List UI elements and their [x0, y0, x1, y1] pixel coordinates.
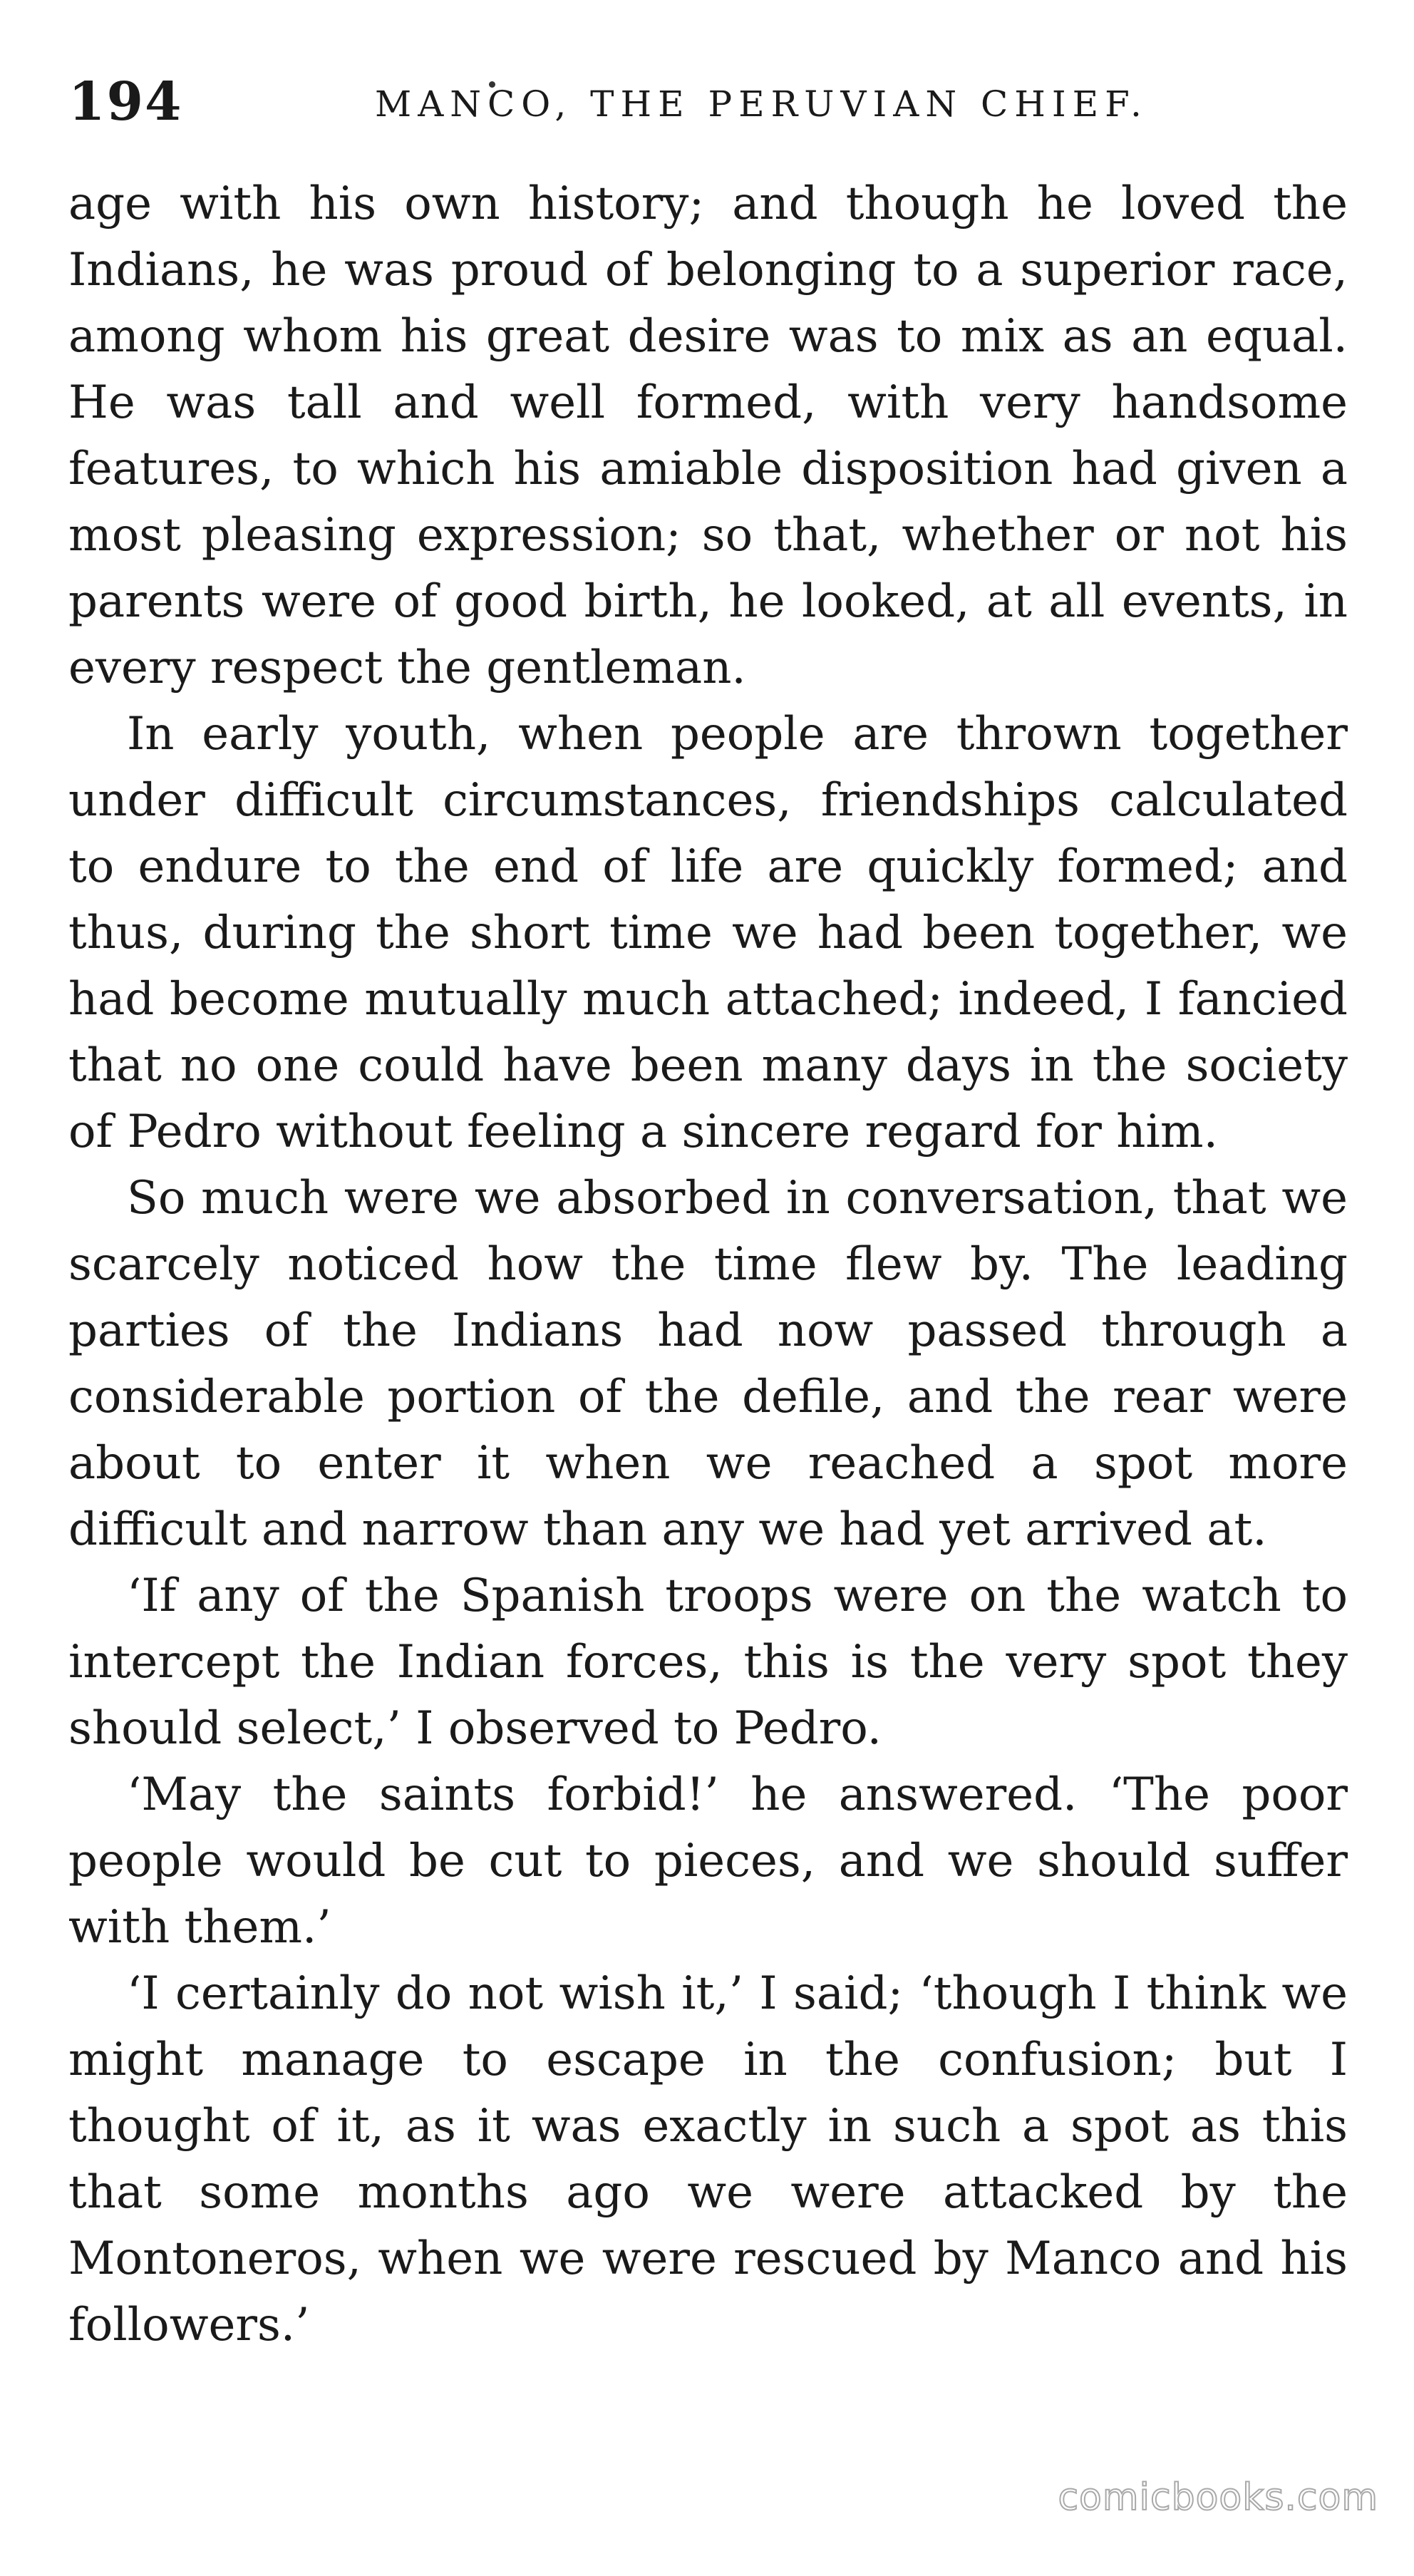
- paragraph-1: age with his own history; and though he loved the Indians, he was proud of belonging to a superior race, among whom his great desire was to mix as an equal. He was tall and well formed, with very handsome features, to which his amiable disposition had given a most pleasing expression; so that, whether or not his parents were of good birth, he looked, at all events, in every respect the gentleman.: [68, 177, 1348, 694]
- paragraph-4: ‘If any of the Spanish troops were on the watch to intercept the Indian forces, this is the very spot they should select,’ I observed to Pedro.: [68, 1570, 1348, 1755]
- paragraph-5: ‘May the saints forbid!’ he answered. ‘The poor people would be cut to pieces, and we should suffer with them.’: [68, 1768, 1348, 1954]
- page-footer: [1022, 2469, 1378, 2526]
- paragraph-2: In early youth, when people are thrown together under difficult circumstances, friendships calculated to endure to the end of life are quickly formed; and thus, during the short time we had been together, we had become mutually much attached; indeed, I fancied that no one could have been many days in the society of Pedro without feeling a sincere regard for him.: [68, 708, 1348, 1158]
- running-head: MANCO, THE PERUVIAN CHIEF.: [375, 83, 1148, 125]
- page-header: [68, 63, 1344, 141]
- paragraph-6: ‘I certainly do not wish it,’ I said; ‘though I think we might manage to escape in the confusion; but I thought of it, as it was exactly in such a spot as this that some months ago we were attacked by the Montoneros, when we were rescued by Manco and his followers.’: [68, 1967, 1348, 2351]
- body-text: [68, 171, 1348, 2359]
- page-number: 194: [68, 71, 183, 133]
- watermark: comicbooks.com: [1058, 2476, 1378, 2519]
- paragraph-3: So much were we absorbed in conversation, that we scarcely noticed how the time flew by. The leading parties of the Indians had now passed through a considerable portion of the defile, and the rear were about to enter it when we reached a spot more difficult and narrow than any we had yet arrived at.: [68, 1172, 1348, 1556]
